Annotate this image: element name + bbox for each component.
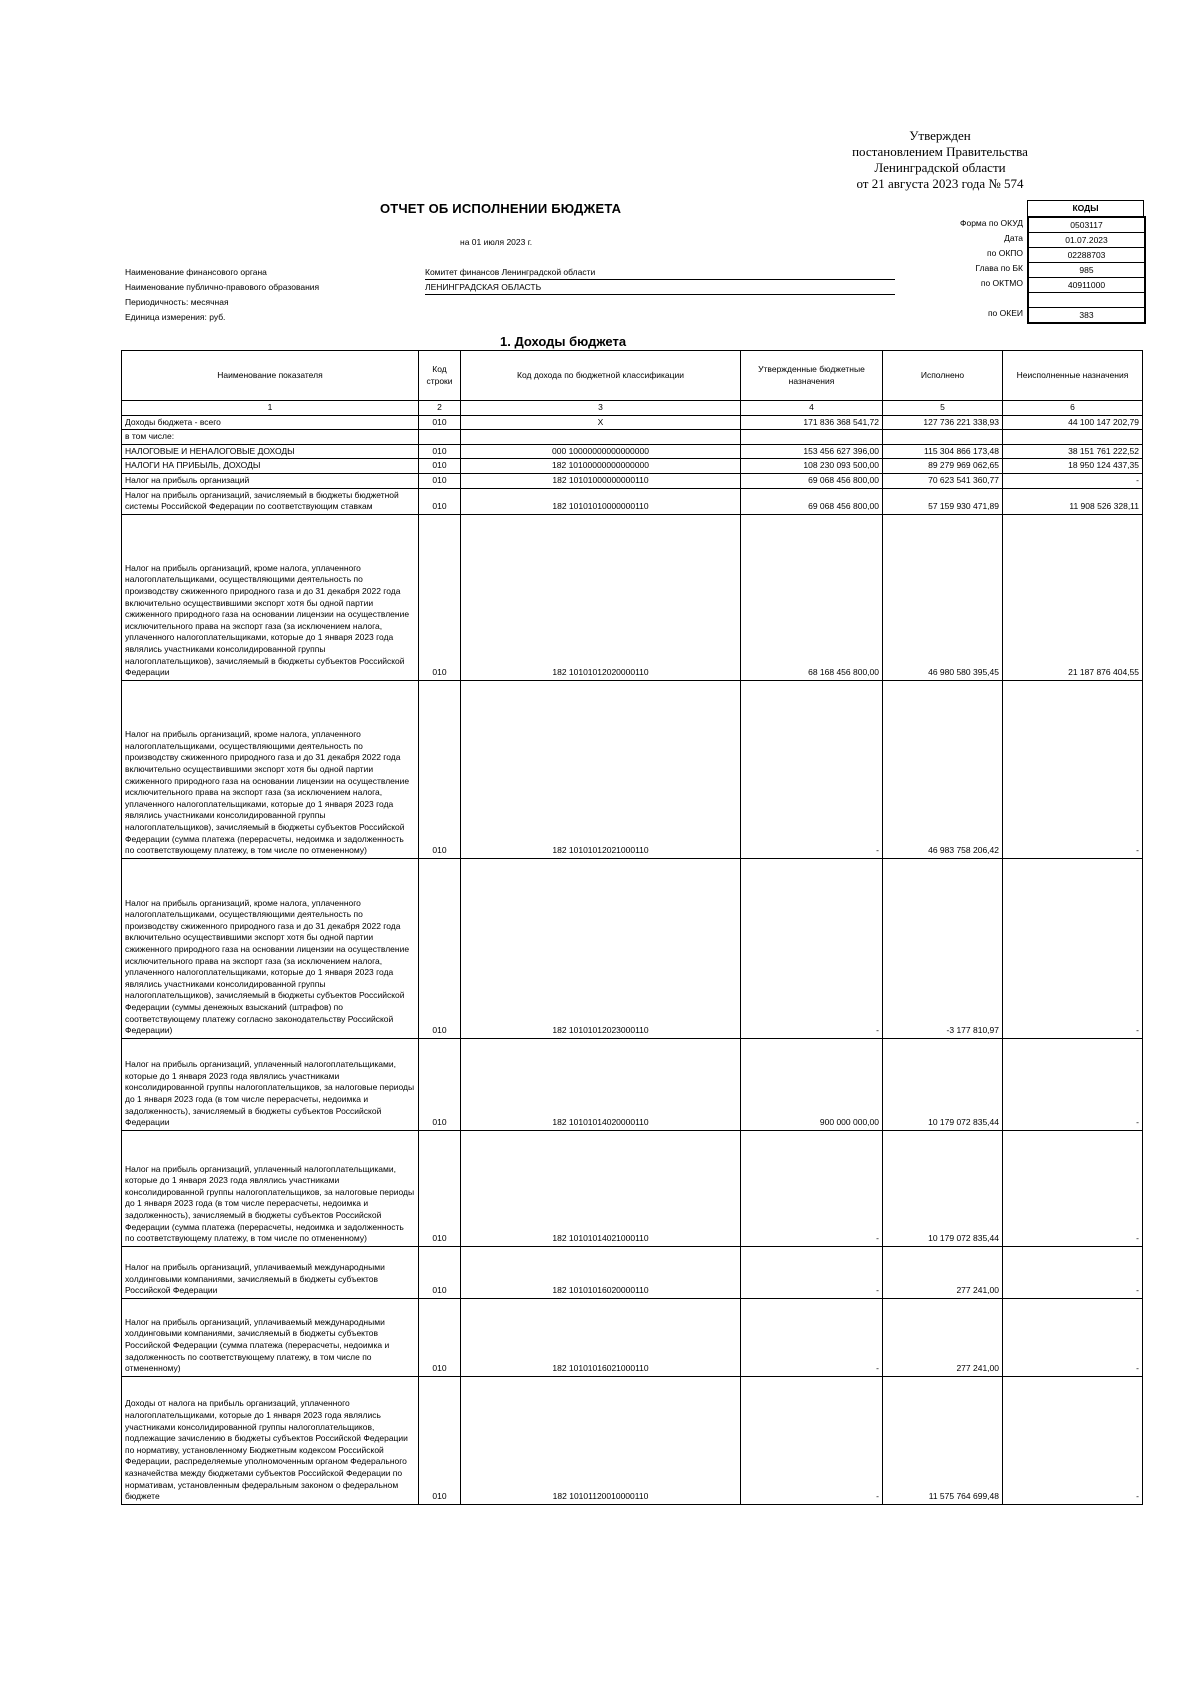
table-row	[122, 430, 1143, 445]
table-row	[122, 514, 1143, 680]
row-line-code: 010	[419, 1376, 461, 1504]
row-executed: 115 304 866 173,48	[883, 444, 1003, 459]
table-row	[122, 680, 1143, 858]
code-label-okei: по ОКЕИ	[987, 308, 1023, 318]
row-line-code: 010	[419, 459, 461, 474]
col-number: 1	[122, 401, 419, 416]
row-line-code: 010	[419, 1130, 461, 1246]
row-name: Налог на прибыль организаций, уплачиваемый международными холдинговыми компаниями, зачисляемый в бюджеты субъектов Российской Федерации (сумма платежа (перерасчеты, недоимка и задолженность по соответствующему платежу, в том числе по отмененному)	[122, 1298, 419, 1376]
table-header-row	[122, 351, 1143, 401]
row-executed: 46 980 580 395,45	[883, 514, 1003, 680]
row-unexecuted	[1003, 430, 1143, 445]
row-approved: -	[741, 680, 883, 858]
row-name: Налог на прибыль организаций, уплачиваемый международными холдинговыми компаниями, зачисляемый в бюджеты субъектов Российской Федерации	[122, 1246, 419, 1298]
row-unexecuted: -	[1003, 473, 1143, 488]
row-executed: 127 736 221 338,93	[883, 415, 1003, 430]
fin-org-label: Наименование финансового органа	[125, 267, 267, 277]
table-row	[122, 459, 1143, 474]
row-executed	[883, 430, 1003, 445]
table-row	[122, 415, 1143, 430]
row-approved	[741, 430, 883, 445]
row-income-code: X	[461, 415, 741, 430]
header-line-code: Код строки	[419, 351, 461, 401]
col-number: 2	[419, 401, 461, 416]
code-label-okud: Форма по ОКУД	[960, 218, 1023, 228]
report-title: ОТЧЕТ ОБ ИСПОЛНЕНИИ БЮДЖЕТА	[380, 201, 622, 216]
row-unexecuted: -	[1003, 1298, 1143, 1376]
row-executed: 277 241,00	[883, 1246, 1003, 1298]
table-row	[122, 1130, 1143, 1246]
row-name: НАЛОГОВЫЕ И НЕНАЛОГОВЫЕ ДОХОДЫ	[122, 444, 419, 459]
row-unexecuted: -	[1003, 858, 1143, 1038]
table-row	[122, 488, 1143, 514]
income-table	[121, 350, 1143, 1505]
row-unexecuted: -	[1003, 1130, 1143, 1246]
row-executed: 11 575 764 699,48	[883, 1376, 1003, 1504]
row-executed: 89 279 969 062,65	[883, 459, 1003, 474]
row-line-code: 010	[419, 488, 461, 514]
row-unexecuted: -	[1003, 1376, 1143, 1504]
row-unexecuted: 21 187 876 404,55	[1003, 514, 1143, 680]
table-row	[122, 858, 1143, 1038]
approval-line-4: от 21 августа 2023 года № 574	[856, 176, 1024, 191]
code-label-glava: Глава по БК	[975, 263, 1023, 273]
row-name: Налог на прибыль организаций, кроме налога, уплаченного налогоплательщиками, осуществляющими деятельность по производству сжиженного природного газа и до 31 декабря 2022 года включительно осуществившими экспорт хотя бы одной партии сжиженного природного газа на основании лицензии на осуществление исключительного права на экспорт газа (за исключением налога, уплаченного налогоплательщиками, которые до 1 января 2023 года являлись участниками консолидированной группы налогоплательщиков), зачисляемый в бюджеты субъектов Российской Федерации	[122, 514, 419, 680]
code-labels	[880, 216, 1023, 321]
row-line-code	[419, 430, 461, 445]
row-approved: 69 068 456 800,00	[741, 473, 883, 488]
row-income-code: 182 10101016021000110	[461, 1298, 741, 1376]
code-value-date: 01.07.2023	[1029, 233, 1144, 248]
row-name: НАЛОГИ НА ПРИБЫЛЬ, ДОХОДЫ	[122, 459, 419, 474]
row-unexecuted: 38 151 761 222,52	[1003, 444, 1143, 459]
code-label-oktmo: по ОКТМО	[980, 278, 1023, 288]
header-name: Наименование показателя	[122, 351, 419, 401]
row-income-code: 182 10101012023000110	[461, 858, 741, 1038]
row-line-code: 010	[419, 444, 461, 459]
row-income-code: 182 10100000000000000	[461, 459, 741, 474]
row-name: Налог на прибыль организаций, кроме налога, уплаченного налогоплательщиками, осуществляющими деятельность по производству сжиженного природного газа и до 31 декабря 2022 года включительно осуществившими экспорт хотя бы одной партии сжиженного природного газа на основании лицензии на осуществление исключительного права на экспорт газа (за исключением налога, уплаченного налогоплательщиками, которые до 1 января 2023 года являлись участниками консолидированной группы налогоплательщиков), зачисляемый в бюджеты субъектов Российской Федерации (сумма платежа (перерасчеты, недоимка и задолженность по соответствующему платежу, в том числе по отмененному)	[122, 680, 419, 858]
entity-label: Наименование публично-правового образования	[125, 282, 320, 292]
code-value-blank	[1029, 293, 1144, 308]
row-approved: -	[741, 1298, 883, 1376]
row-unexecuted: -	[1003, 1246, 1143, 1298]
approval-line-1: Утвержден	[909, 128, 971, 143]
row-line-code: 010	[419, 473, 461, 488]
row-approved: 900 000 000,00	[741, 1038, 883, 1130]
col-number: 4	[741, 401, 883, 416]
row-approved: 153 456 627 396,00	[741, 444, 883, 459]
column-number-row	[122, 401, 1143, 416]
row-line-code: 010	[419, 1246, 461, 1298]
code-label-date: Дата	[1004, 233, 1023, 243]
row-executed: 46 983 758 206,42	[883, 680, 1003, 858]
row-approved: -	[741, 1130, 883, 1246]
table-row	[122, 444, 1143, 459]
row-income-code: 182 10101014020000110	[461, 1038, 741, 1130]
header-income-code: Код дохода по бюджетной классификации	[461, 351, 741, 401]
row-executed: 10 179 072 835,44	[883, 1130, 1003, 1246]
period-label: Периодичность: месячная	[125, 297, 229, 307]
row-unexecuted: -	[1003, 1038, 1143, 1130]
code-value-okud: 0503117	[1029, 218, 1144, 233]
code-label-okpo: по ОКПО	[987, 248, 1023, 258]
row-line-code: 010	[419, 680, 461, 858]
row-executed: -3 177 810,97	[883, 858, 1003, 1038]
col-number: 3	[461, 401, 741, 416]
row-income-code: 182 10101012020000110	[461, 514, 741, 680]
row-executed: 70 623 541 360,77	[883, 473, 1003, 488]
row-line-code: 010	[419, 1298, 461, 1376]
row-unexecuted: -	[1003, 680, 1143, 858]
row-unexecuted: 44 100 147 202,79	[1003, 415, 1143, 430]
table-row	[122, 1038, 1143, 1130]
header-unexecuted: Неисполненные назначения	[1003, 351, 1143, 401]
code-value-okpo: 02288703	[1029, 248, 1144, 263]
row-line-code: 010	[419, 858, 461, 1038]
row-income-code	[461, 430, 741, 445]
row-name: Доходы бюджета - всего	[122, 415, 419, 430]
row-income-code: 182 10101012021000110	[461, 680, 741, 858]
row-name: Налог на прибыль организаций, уплаченный налогоплательщиками, которые до 1 января 2023 года являлись участниками консолидированной группы налогоплательщиков, за налоговые периоды до 1 января 2023 года (в том числе перерасчеты, недоимка и задолженность), зачисляемый в бюджеты субъектов Российской Федерации (сумма платежа (перерасчеты, недоимка и задолженность по соответствующему платежу, в том числе по отмененному)	[122, 1130, 419, 1246]
entity-value: ЛЕНИНГРАДСКАЯ ОБЛАСТЬ	[425, 281, 895, 295]
row-approved: -	[741, 1376, 883, 1504]
approval-line-3: Ленинградской области	[874, 160, 1006, 175]
table-row	[122, 1298, 1143, 1376]
row-name: Налог на прибыль организаций, кроме налога, уплаченного налогоплательщиками, осуществляющими деятельность по производству сжиженного природного газа и до 31 декабря 2022 года включительно осуществившими экспорт хотя бы одной партии сжиженного природного газа на основании лицензии на осуществление исключительного права на экспорт газа (за исключением налога, уплаченного налогоплательщиками, которые до 1 января 2023 года являлись участниками консолидированной группы налогоплательщиков), зачисляемый в бюджеты субъектов Российской Федерации (суммы денежных взысканий (штрафов) по соответствующему платежу согласно законодательству Российской Федерации)	[122, 858, 419, 1038]
approval-line-2: постановлением Правительства	[852, 144, 1028, 159]
row-approved: 171 836 368 541,72	[741, 415, 883, 430]
row-approved: 108 230 093 500,00	[741, 459, 883, 474]
report-date: на 01 июля 2023 г.	[460, 237, 533, 247]
table-row	[122, 1246, 1143, 1298]
col-number: 6	[1003, 401, 1143, 416]
row-income-code: 182 10101120010000110	[461, 1376, 741, 1504]
row-line-code: 010	[419, 1038, 461, 1130]
unit-label: Единица измерения: руб.	[125, 312, 226, 322]
row-name: Налог на прибыль организаций, зачисляемый в бюджеты бюджетной системы Российской Федерации по соответствующим ставкам	[122, 488, 419, 514]
row-income-code: 000 10000000000000000	[461, 444, 741, 459]
row-name: Налог на прибыль организаций	[122, 473, 419, 488]
row-executed: 57 159 930 471,89	[883, 488, 1003, 514]
fin-org-value: Комитет финансов Ленинградской области	[425, 266, 895, 280]
row-income-code: 182 10101010000000110	[461, 488, 741, 514]
row-approved: 69 068 456 800,00	[741, 488, 883, 514]
row-approved: 68 168 456 800,00	[741, 514, 883, 680]
approval-stamp	[820, 128, 1060, 192]
row-approved: -	[741, 1246, 883, 1298]
row-income-code: 182 10101014021000110	[461, 1130, 741, 1246]
code-value-oktmo: 40911000	[1029, 278, 1144, 293]
header-executed: Исполнено	[883, 351, 1003, 401]
code-label-blank	[880, 291, 1023, 306]
row-name: Доходы от налога на прибыль организаций, уплаченного налогоплательщиками, которые до 1 января 2023 года являлись участниками консолидированной группы налогоплательщиков, подлежащие зачислению в бюджеты субъектов Российской Федерации по нормативу, установленному Бюджетным кодексом Российской Федерации, распределяемые уполномоченным органом Федерального казначейства между бюджетами субъектов Российской Федерации по нормативам, установленным федеральным законом о федеральном бюджете	[122, 1376, 419, 1504]
row-executed: 277 241,00	[883, 1298, 1003, 1376]
row-name: Налог на прибыль организаций, уплаченный налогоплательщиками, которые до 1 января 2023 года являлись участниками консолидированной группы налогоплательщиков, за налоговые периоды до 1 января 2023 года (в том числе перерасчеты, недоимка и задолженность), зачисляемый в бюджеты субъектов Российской Федерации	[122, 1038, 419, 1130]
col-number: 5	[883, 401, 1003, 416]
header-approved: Утвержденные бюджетные назначения	[741, 351, 883, 401]
code-value-okei: 383	[1079, 310, 1094, 320]
row-unexecuted: 11 908 526 328,11	[1003, 488, 1143, 514]
codes-box	[1027, 216, 1146, 324]
row-approved: -	[741, 858, 883, 1038]
row-line-code: 010	[419, 415, 461, 430]
code-value-glava: 985	[1029, 263, 1144, 278]
table-row	[122, 1376, 1143, 1504]
codes-header: КОДЫ	[1027, 200, 1144, 216]
row-unexecuted: 18 950 124 437,35	[1003, 459, 1143, 474]
section-title: 1. Доходы бюджета	[500, 334, 627, 349]
row-income-code: 182 10101000000000110	[461, 473, 741, 488]
row-line-code: 010	[419, 514, 461, 680]
row-executed: 10 179 072 835,44	[883, 1038, 1003, 1130]
table-row	[122, 473, 1143, 488]
row-income-code: 182 10101016020000110	[461, 1246, 741, 1298]
row-name: в том числе:	[122, 430, 419, 445]
